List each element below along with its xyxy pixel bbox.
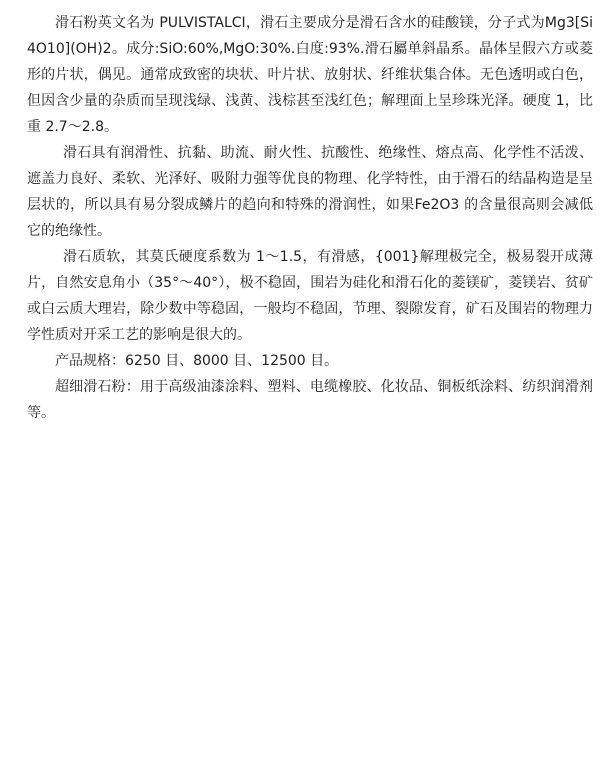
paragraph-intro: 滑石粉英文名为 PULVISTALCI，滑石主要成分是滑石含水的硅酸镁，分子式为Mg3[Si4O10](OH)2。成分:SiO:60%,MgO:30%.白度:93%.滑石屬单斜晶系。晶体呈假六方或菱形的片状，偶见。通常成致密的块状、叶片状、放射状、纤维状集合体。无色透明或白色，但因含少量的杂质而呈现浅绿、浅黄、浅棕甚至浅红色；解理面上呈珍珠光泽。硬度 1，比重 2.7～2.8。 (27, 15, 593, 135)
paragraph-hardness: 滑石质软，其莫氏硬度系数为 1～1.5，有滑感，{001}解理极完全，极易裂开成薄片，自然安息角小（35°～40°），极不稳固，围岩为硅化和滑石化的菱镁矿，菱镁岩、贫矿或白云质大理岩，除少数中等稳固，一般均不稳固，节理、裂隙发育，矿石及围岩的物理力学性质对开采工艺的影响是很大的。 (27, 249, 593, 343)
paragraph-properties: 滑石具有润滑性、抗黏、助流、耐火性、抗酸性、绝缘性、熔点高、化学性不活泼、遮盖力良好、柔软、光泽好、吸附力强等优良的物理、化学特性，由于滑石的结晶构造是呈层状的，所以具有易分裂成鳞片的趋向和特殊的滑润性，如果Fe2O3 的含量很高则会减低它的绝缘性。 (27, 145, 593, 239)
paragraph-applications: 超细滑石粉：用于高级油漆涂料、塑料、电缆橡胶、化妆品、铜板纸涂料、纺织润滑剂等。 (27, 379, 593, 421)
paragraph-specifications: 产品规格：6250 目、8000 目、12500 目。 (55, 353, 339, 369)
